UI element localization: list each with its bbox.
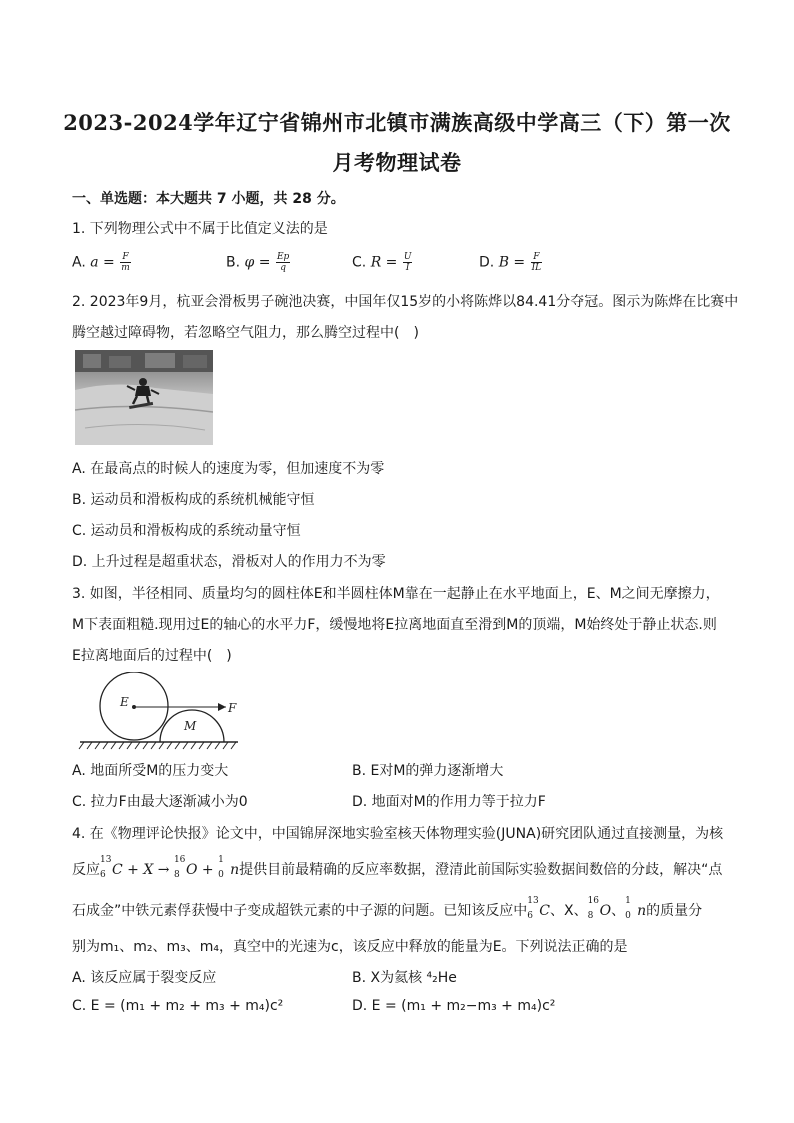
section-heading: 一、单选题：本大题共 7 小题，共 28 分。 bbox=[72, 191, 345, 207]
exam-title-line1: 2023-2024学年辽宁省锦州市北镇市满族高级中学高三（下）第一次 bbox=[63, 110, 731, 135]
q3-option-a: A. 地面所受M的压力变大 bbox=[72, 763, 229, 779]
q3-stem-line2: M下表面粗糙.现用过E的轴心的水平力F，缓慢地将E拉离地面直至滑到M的顶端，M始终处于静止状态.则 bbox=[72, 617, 717, 633]
q3-stem-line1: 3. 如图，半径相同、质量均匀的圆柱体E和半圆柱体M靠在一起静止在水平地面上，E、M之间无摩擦力， bbox=[72, 586, 720, 602]
q4-stem-line4: 别为m₁、m₂、m₃、m₄，真空中的光速为c，该反应中释放的能量为E。下列说法正确的是 bbox=[72, 939, 628, 955]
q2-stem-line2: 腾空越过障碍物，若忽略空气阻力，那么腾空过程中( ) bbox=[72, 325, 419, 341]
q2-option-c: C. 运动员和滑板构成的系统动量守恒 bbox=[72, 523, 301, 539]
q3-option-c: C. 拉力F由最大逐渐减小为0 bbox=[72, 794, 248, 810]
nuclide-neutron-ref: 1 0 n bbox=[625, 896, 647, 921]
cylinder-diagram bbox=[76, 672, 242, 754]
label-m: M bbox=[184, 719, 197, 733]
q3-stem-line3: E拉离地面后的过程中( ) bbox=[72, 648, 232, 664]
skateboard-photo bbox=[75, 350, 213, 445]
q3-option-d: D. 地面对M的作用力等于拉力F bbox=[352, 794, 546, 810]
nuclide-c13-ref: 13 6 C bbox=[527, 896, 550, 921]
q1-option-b: B. φ = $\frac{Ep}{q}$ bbox=[226, 252, 290, 273]
q4-stem-line1: 4. 在《物理评论快报》论文中，中国锦屏深地实验室核天体物理实验(JUNA)研究团队通过直接测量，为核 bbox=[72, 826, 724, 842]
label-f: F bbox=[228, 701, 237, 715]
nuclide-o16-ref: 16 8 O bbox=[587, 896, 612, 921]
q3-option-b: B. E对M的弹力逐渐增大 bbox=[352, 763, 504, 779]
q4-option-a: A. 该反应属于裂变反应 bbox=[72, 970, 217, 986]
exam-title-line2: 月考物理试卷 bbox=[332, 150, 462, 175]
q2-stem-line1: 2. 2023年9月，杭亚会滑板男子碗池决赛，中国年仅15岁的小将陈烨以84.41分夺冠。图示为陈烨在比赛中 bbox=[72, 294, 739, 310]
nuclide-o16: 16 8 O bbox=[173, 855, 198, 880]
q1-stem: 1. 下列物理公式中不属于比值定义法的是 bbox=[72, 221, 328, 237]
q1-option-d: D. B = $\frac{F}{IL}$ bbox=[479, 252, 542, 273]
q4-stem-line2: 反应 13 6 C + X → 16 8 O + 1 0 n提供目前最精确的反应率数据，澄清此前国际实验数据间数倍的分歧，解决“点 bbox=[72, 855, 723, 880]
q1-option-c: C. R = $\frac{U}{I}$ bbox=[352, 252, 412, 273]
q4-option-c: C. E = (m₁ + m₂ + m₃ + m₄)c² bbox=[72, 998, 284, 1014]
q2-option-b: B. 运动员和滑板构成的系统机械能守恒 bbox=[72, 492, 315, 508]
q4-stem-line3: 石成金”中铁元素俘获慢中子变成超铁元素的中子源的问题。已知该反应中 13 6 C、X、 16 8 O、 1 0 n的质量分 bbox=[72, 896, 703, 921]
q1-option-a: A. a = $\frac{F}{m}$ bbox=[72, 252, 130, 273]
q2-option-d: D. 上升过程是超重状态，滑板对人的作用力不为零 bbox=[72, 554, 386, 570]
nuclide-c13: 13 6 C bbox=[100, 855, 123, 880]
nuclide-neutron: 1 0 n bbox=[218, 855, 240, 880]
q4-option-b: B. X为氦核 ⁴₂He bbox=[352, 970, 457, 986]
q4-option-d: D. E = (m₁ + m₂−m₃ + m₄)c² bbox=[352, 998, 556, 1014]
label-e: E bbox=[120, 695, 129, 709]
q2-option-a: A. 在最高点的时候人的速度为零，但加速度不为零 bbox=[72, 461, 385, 477]
